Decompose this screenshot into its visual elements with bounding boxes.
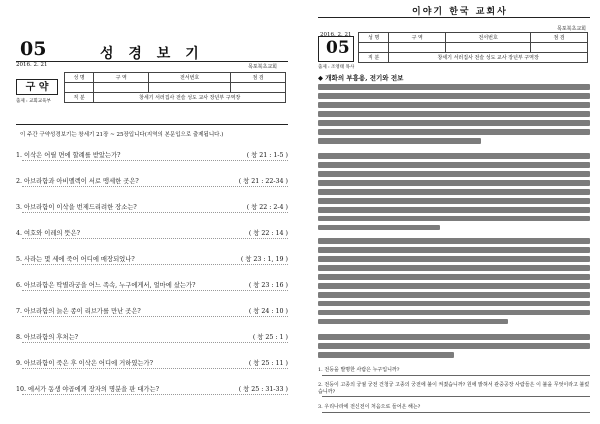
history-question-3 [318,403,590,410]
role-label: 직 분 [359,53,389,63]
sheet-number: 05 [326,38,350,58]
question-text: 7. 아브라함의 늙은 종이 리브가를 만난 곳은? [16,308,141,315]
question-text: 5. 사라는 몇 세에 죽어 어디에 매장되었나? [16,256,135,263]
church-name: 목포북초교회 [248,64,277,70]
question-text: 4. 여호와 이레의 뜻은? [16,230,81,237]
section-heading: ◆ 개화의 부흥용, 전기와 전보 [318,74,404,82]
district-cell[interactable] [94,83,149,93]
church-name: 목포북초교회 [557,26,586,32]
header-name: 성 명 [359,33,389,43]
sheet-date: 2016. 2. 21 [16,62,48,68]
header-check: 점 검 [231,73,286,83]
answer-line[interactable] [22,264,288,265]
history-question-2 [318,381,590,395]
question-ref: ( 창 22 : 2-4 ) [246,204,288,211]
question-ref: ( 창 24 : 10 ) [248,308,288,315]
answer-line[interactable] [322,412,590,413]
role-label: 직 분 [65,93,94,103]
question-text: 8. 아브라함의 후처는? [16,334,79,341]
table-row [65,93,286,103]
old-testament-badge: 구 약 [16,79,58,95]
question-text: 10. 에서가 동생 야곱에게 장자의 명분을 판 대가는? [16,386,159,393]
question-text: 1. 전등을 발명한 사람은 누구입니까? [318,367,400,373]
answer-line[interactable] [22,316,288,317]
info-table [64,72,286,103]
header-rule [16,61,288,62]
name-cell[interactable] [359,43,389,53]
question-ref: ( 창 22 : 14 ) [248,230,288,237]
table-row [65,73,286,83]
badge-note: 출제 : 교회교육부 [16,99,51,104]
church-history-sheet [302,0,600,424]
answer-line[interactable] [22,342,288,343]
question-ref: ( 창 21 : 1-5 ) [246,152,288,159]
answer-line[interactable] [22,368,288,369]
answer-line[interactable] [22,212,288,213]
question-ref: ( 창 23 : 1, 19 ) [240,256,288,263]
answer-line[interactable] [22,290,288,291]
district-cell[interactable] [389,43,446,53]
question-text: 6. 아브라함은 딱별라궁을 어느 족속, 누구에게서, 얼마에 샀는가? [16,282,196,289]
sheet-number: 05 [20,38,47,60]
body-paragraph-3 [318,238,590,328]
role-options: 창세기 서러집사 전슬 성도 교사 장년부 구역장 [389,53,588,63]
info-table [358,32,588,63]
sheet-title: 성 경 보 기 [100,46,204,62]
answer-line[interactable] [322,396,590,397]
divider [16,124,288,125]
question-ref: ( 창 25 : 11 ) [248,360,288,367]
check-cell[interactable] [231,83,286,93]
name-cell[interactable] [65,83,94,93]
answer-line[interactable] [22,186,288,187]
title-rule [318,17,590,18]
table-row [359,33,588,43]
question-text: 1. 이삭은 어릴 면에 할례를 받았는가? [16,152,121,159]
role-options: 창세기 서러집사 전슬 성도 교사 장년부 구역장 [94,93,286,103]
header-district: 구 역 [94,73,149,83]
table-row [65,83,286,93]
answer-line[interactable] [22,160,288,161]
question-ref: ( 창 23 : 16 ) [248,282,288,289]
body-paragraph-1 [318,84,590,147]
answer-line[interactable] [322,375,590,376]
intro-text: 이 주간 구약성경보기는 창세기 21장 ~ 25장입니다(지역의 본문입으로 출제됩니다.) [20,132,224,138]
header-name: 성 명 [65,73,94,83]
answer-line[interactable] [22,238,288,239]
question-ref: ( 창 25 : 1 ) [252,334,288,341]
bible-quiz-sheet [0,0,298,424]
number-cell[interactable] [149,83,231,93]
question-ref: ( 창 21 : 22-34 ) [238,178,288,185]
question-text: 3. 아브라함이 이삭을 번제드리려한 장소는? [16,204,137,211]
table-row [359,53,588,63]
table-row [359,43,588,53]
author-tag: 출제 : 조영태 목사 [318,65,355,70]
header-check: 점 검 [531,33,588,43]
question-text: 2. 전등이 고종의 궁궐 궁전 건청궁 고종의 궁전에 불이 켜졌습니까? 원에 밝혀서 관중공장 사람들은 이 불을 무엇이라고 불렀습니까? [318,382,590,395]
answer-line[interactable] [22,394,288,395]
question-text: 2. 아브라함과 아비멜렉이 서로 맹세한 곳은? [16,178,139,185]
body-paragraph-4 [318,334,590,361]
number-cell[interactable] [446,43,531,53]
question-text: 9. 아브라함이 죽은 후 이삭은 어디에 거하였는가? [16,360,153,367]
question-ref: ( 창 25 : 31-33 ) [238,386,288,393]
history-title: 이야기 한국 교회사 [412,7,508,17]
check-cell[interactable] [531,43,588,53]
header-number: 전서번호 [149,73,231,83]
body-paragraph-2 [318,153,590,234]
sheet-date: 2016. 2. 21 [320,32,352,38]
question-text: 3. 우리나라에 전신전이 처음으로 들어온 해는? [318,404,421,410]
header-number: 전서번호 [446,33,531,43]
header-district: 구 역 [389,33,446,43]
history-question-1 [318,366,590,373]
